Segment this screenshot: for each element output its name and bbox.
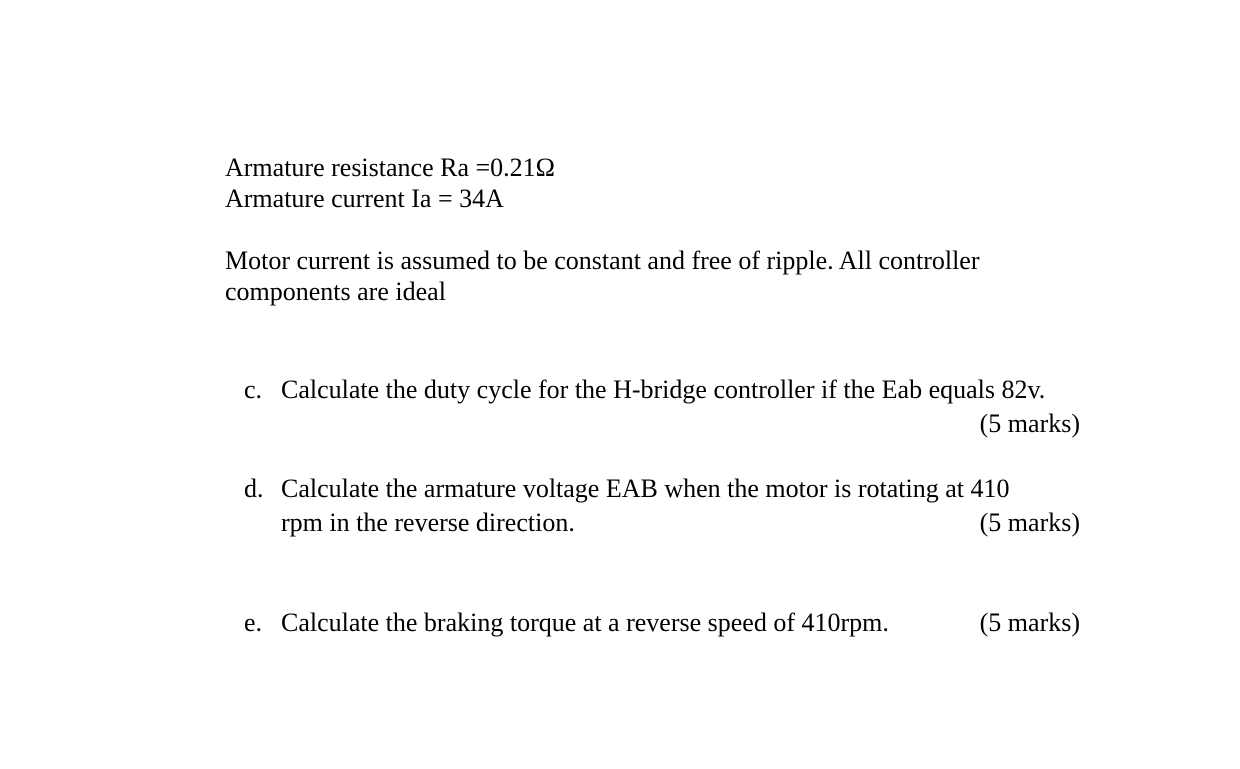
question-e-letter: e. <box>244 608 263 637</box>
question-c-marks: (5 marks) <box>979 409 1080 438</box>
question-d-text-line-1: Calculate the armature voltage EAB when the motor is rotating at 410 <box>281 474 1010 503</box>
question-c-text: Calculate the duty cycle for the H-bridge controller if the Eab equals 82v. <box>281 375 1046 404</box>
question-c-letter: c. <box>244 375 263 404</box>
question-d-marks: (5 marks) <box>979 508 1080 537</box>
question-d-text-line-2: rpm in the reverse direction. <box>281 508 575 537</box>
question-e-marks: (5 marks) <box>979 608 1080 637</box>
assumption-line-1: Motor current is assumed to be constant and free of ripple. All controller <box>225 246 980 275</box>
armature-current-line: Armature current Ia = 34A <box>225 184 504 213</box>
question-d-letter: d. <box>244 474 264 503</box>
question-e-text: Calculate the braking torque at a reverse speed of 410rpm. <box>281 608 889 637</box>
armature-resistance-line: Armature resistance Ra =0.21Ω <box>225 153 555 182</box>
assumption-line-2: components are ideal <box>225 277 446 306</box>
